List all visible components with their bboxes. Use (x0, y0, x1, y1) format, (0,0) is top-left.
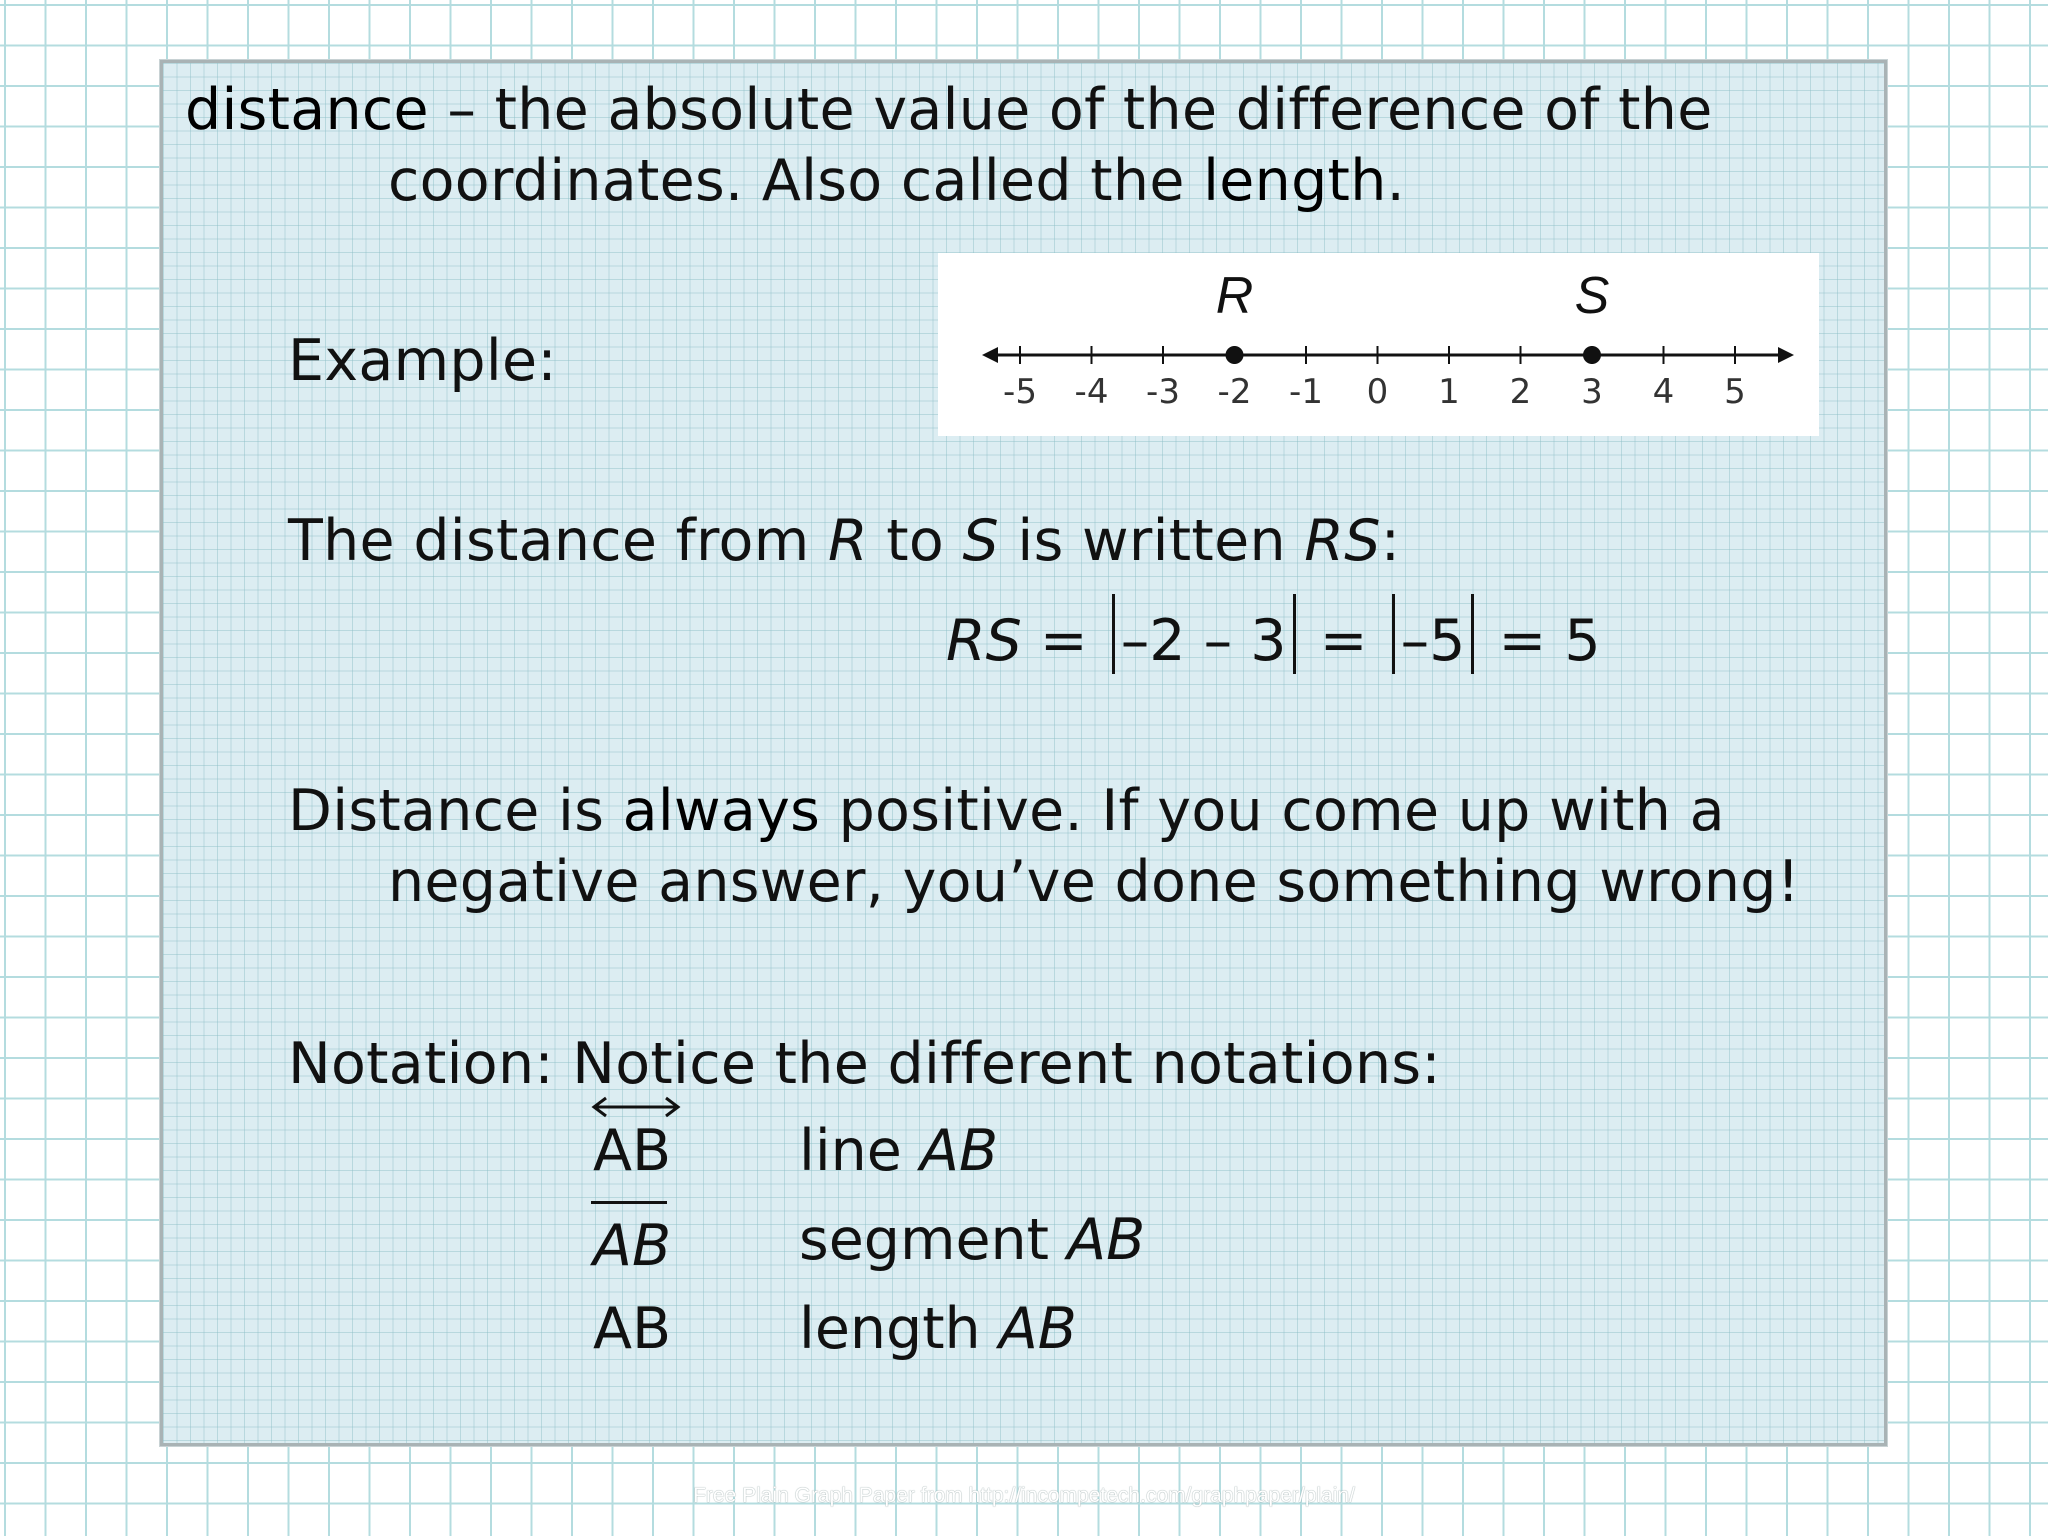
formula-eq-1: = (1021, 608, 1106, 674)
notation-line-desc (799, 1116, 998, 1186)
definition-line-1 (185, 75, 1713, 145)
formula-abs-1: –2 – 3 (1120, 608, 1287, 674)
sentence-part-1: The distance from (288, 508, 828, 574)
right-arrow-icon (1778, 347, 1794, 363)
tick-label: -3 (1146, 372, 1180, 412)
definition-line-2 (388, 146, 1405, 216)
notation-line-desc-italic: AB (920, 1118, 999, 1184)
tick-label: 3 (1581, 372, 1603, 412)
term-length: length (1203, 148, 1387, 214)
tick-label: -5 (1003, 372, 1037, 412)
left-arrow-icon (982, 347, 998, 363)
notation-symbol-length (593, 1294, 671, 1364)
abs-bar (1471, 594, 1474, 674)
tick-label: -2 (1217, 372, 1252, 412)
tick-label: 5 (1724, 372, 1746, 412)
notation-segment-desc (799, 1205, 1145, 1275)
notation-length-symbol: AB (593, 1296, 672, 1362)
sentence-r: R (827, 508, 868, 574)
formula-lhs: RS (946, 608, 1022, 674)
example-label: Example: (288, 328, 557, 394)
number-line (938, 253, 1819, 436)
formula-abs-2: –5 (1400, 608, 1466, 674)
always-line-2: negative answer, you’ve done something wrong! (388, 849, 1800, 915)
point-label: S (1574, 267, 1610, 325)
abs-bar (1392, 594, 1395, 674)
definition-period: . (1386, 148, 1406, 214)
formula-eq-3: = 5 (1480, 608, 1601, 674)
notation-symbol-segment (593, 1211, 671, 1281)
definition-text-2: coordinates. Also called the (388, 148, 1204, 214)
distance-sentence (288, 506, 1400, 576)
tick-label: -4 (1074, 372, 1109, 412)
sentence-rs: RS (1304, 508, 1381, 574)
tick-label: 1 (1438, 372, 1460, 412)
tick-label: 2 (1509, 372, 1532, 412)
sentence-part-4: : (1380, 508, 1401, 574)
notation-symbol-line (593, 1116, 671, 1186)
notation-line-symbol: AB (593, 1118, 672, 1184)
always-line-1 (288, 776, 1725, 846)
tick-label: 4 (1652, 372, 1675, 412)
sentence-part-2: to (867, 508, 963, 574)
abs-bar (1293, 594, 1296, 674)
double-arrow-icon (590, 1092, 682, 1122)
point-label: R (1215, 267, 1254, 325)
notation-length-desc-plain: length (799, 1296, 999, 1362)
point-marker (1583, 346, 1601, 364)
always-part-1: Distance is (288, 778, 623, 844)
abs-bar (1112, 594, 1115, 674)
graph-paper-credit: Free Plain Graph Paper from http://incompetech.com/graphpaper/plain/ (693, 1484, 1355, 1507)
formula-eq-2: = (1301, 608, 1386, 674)
tick-label: 0 (1366, 372, 1389, 412)
always-part-2: positive. If you come up with a (820, 778, 1725, 844)
definition-dash: – (428, 77, 495, 143)
overbar (591, 1201, 667, 1204)
notation-intro: Notation: Notice the different notations: (288, 1031, 1441, 1097)
number-line-figure (938, 253, 1819, 436)
term-always: always (622, 778, 821, 844)
tick-label: -1 (1289, 372, 1323, 412)
notation-segment-desc-italic: AB (1067, 1207, 1146, 1273)
notation-length-desc-italic: AB (998, 1296, 1077, 1362)
distance-formula (946, 594, 1601, 676)
point-marker (1226, 346, 1244, 364)
term-distance: distance (185, 77, 429, 143)
sentence-part-3: is written (999, 508, 1305, 574)
definition-text-1: the absolute value of the difference of the (494, 77, 1713, 143)
notation-segment-symbol: AB (593, 1213, 672, 1279)
notation-length-desc (799, 1294, 1077, 1364)
notation-line-desc-plain: line (799, 1118, 920, 1184)
sentence-s: S (962, 508, 1000, 574)
notation-segment-desc-plain: segment (799, 1207, 1068, 1273)
